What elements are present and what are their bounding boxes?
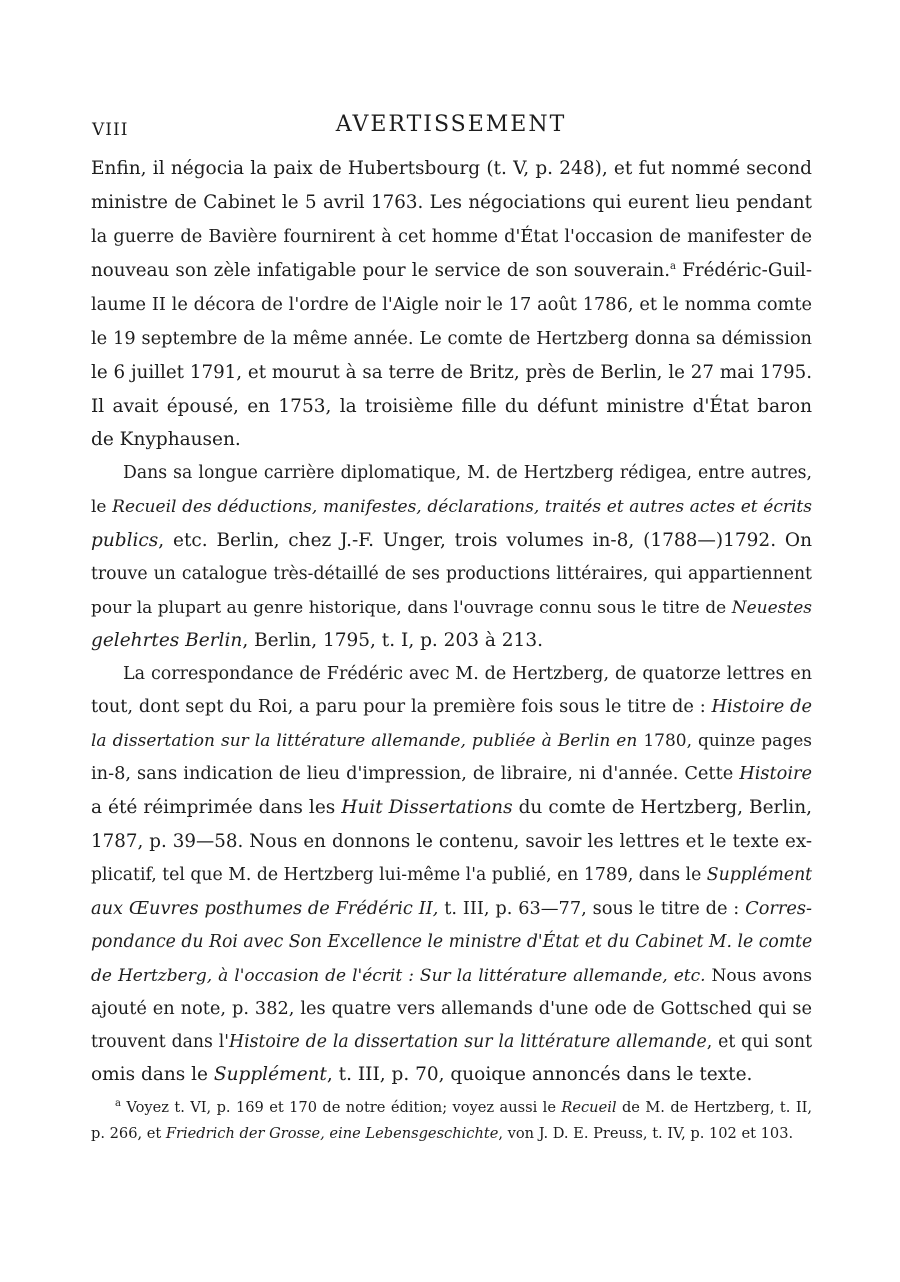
text-segment: La correspondance de Frédéric avec M. de Hertzberg, de quatorze lettres en xyxy=(123,664,812,684)
text-segment: Il avait épousé, en 1753, la troisième fille du défunt ministre d'État baron xyxy=(91,396,812,417)
text-segment: 1787, p. 39—58. Nous en donnons le contenu, savoir les lettres et le texte ex- xyxy=(91,831,812,852)
italic-text: Recueil xyxy=(561,1099,617,1116)
text-line xyxy=(91,292,812,318)
text-segment: ajouté en note, p. 382, les quatre vers allemands d'une ode de Gottsched qui se xyxy=(91,999,812,1019)
text-segment: tout, dont sept du Roi, a paru pour la première fois sous le titre de : xyxy=(91,697,712,717)
text-segment: Voyez t. VI, p. 169 et 170 de notre édition; voyez aussi le xyxy=(120,1099,562,1116)
text-segment: le 6 juillet 1791, et mourut à sa terre de Britz, près de Berlin, le 27 mai 1795. xyxy=(91,362,812,383)
text-line xyxy=(91,561,812,587)
text-segment: plicatif, tel que M. de Hertzberg lui-même l'a publié, en 1789, dans le xyxy=(91,865,707,885)
text-segment: de M. de Hertzberg, t. II, xyxy=(616,1099,812,1116)
text-segment: t. III, p. 63—77, sous le titre de : xyxy=(438,899,746,919)
text-line xyxy=(91,896,812,922)
text-segment: , t. III, p. 70, quoique annoncés dans le texte. xyxy=(326,1064,753,1085)
text-segment: de Knyphausen. xyxy=(91,429,241,450)
footnote-marker: a xyxy=(115,1098,121,1110)
text-segment: trouve un catalogue très-détaillé de ses productions littéraires, qui appartiennent xyxy=(91,564,812,584)
text-segment: le xyxy=(91,497,113,517)
text-segment: in-8, sans indication de lieu d'impression, de libraire, ni d'année. Cette xyxy=(91,764,740,784)
text-line xyxy=(91,795,812,821)
text-segment: p. 266, et xyxy=(91,1125,166,1142)
text-line xyxy=(91,963,812,989)
italic-text: Supplément xyxy=(213,1064,327,1085)
text-line xyxy=(91,694,812,720)
text-line xyxy=(91,761,812,787)
text-segment: omis dans le xyxy=(91,1064,214,1085)
footnote-line xyxy=(115,1097,812,1119)
text-line xyxy=(91,394,812,420)
italic-text: Friedrich der Grosse, eine Lebensgeschichte xyxy=(165,1125,499,1142)
text-line xyxy=(91,528,812,554)
text-line xyxy=(91,829,812,855)
italic-text: Neuestes xyxy=(731,598,812,618)
running-title: AVERTISSEMENT xyxy=(335,112,567,137)
italic-text: publics xyxy=(91,530,159,551)
page-header xyxy=(90,112,812,144)
italic-text: de Hertzberg, à l'occasion de l'écrit : Sur la littérature allemande, etc. xyxy=(91,966,706,986)
text-segment: , Berlin, 1795, t. I, p. 203 à 213. xyxy=(242,630,543,651)
text-segment: , etc. Berlin, chez J.-F. Unger, trois volumes in-8, (1788—)1792. On xyxy=(158,530,812,551)
footnote-marker: a xyxy=(670,260,677,272)
italic-text: aux Œuvres posthumes de Frédéric II, xyxy=(91,899,439,919)
text-line xyxy=(123,460,812,486)
footnote-line xyxy=(91,1123,812,1145)
text-segment: , von J. D. E. Preuss, t. IV, p. 102 et 103. xyxy=(498,1125,794,1142)
italic-text: la dissertation sur la littérature allemande, publiée à Berlin en xyxy=(91,731,638,751)
text-line xyxy=(91,728,812,754)
italic-text: Histoire de la dissertation sur la littérature allemande xyxy=(229,1032,707,1052)
text-segment: ministre de Cabinet le 5 avril 1763. Les négociations qui eurent lieu pendant xyxy=(91,192,812,213)
text-segment: , et qui sont xyxy=(706,1032,813,1052)
text-line xyxy=(91,258,812,284)
text-segment: Frédéric-Guil- xyxy=(676,260,812,281)
text-line xyxy=(91,1062,812,1088)
text-segment: le 19 septembre de la même année. Le comte de Hertzberg donna sa démission xyxy=(91,329,812,349)
text-segment: Nous avons xyxy=(705,966,812,986)
text-line xyxy=(91,996,812,1022)
text-line xyxy=(91,326,812,352)
text-segment: la guerre de Bavière fournirent à cet homme d'État l'occasion de manifester de xyxy=(91,227,812,247)
text-segment: pour la plupart au genre historique, dans l'ouvrage connu sous le titre de xyxy=(91,598,732,618)
text-segment: laume II le décora de l'ordre de l'Aigle noir le 17 août 1786, et le nomma comte xyxy=(91,295,812,315)
text-segment: nouveau son zèle infatigable pour le service de son souverain. xyxy=(91,260,671,281)
italic-text: Recueil des déductions, manifestes, déclarations, traités et autres actes et écrits xyxy=(112,497,812,517)
italic-text: Huit Dissertations xyxy=(341,797,513,818)
text-line xyxy=(91,862,812,888)
italic-text: gelehrtes Berlin xyxy=(91,630,243,651)
text-line xyxy=(123,661,812,687)
text-line xyxy=(91,360,812,386)
text-line xyxy=(91,1029,812,1055)
text-line xyxy=(91,190,812,216)
text-line xyxy=(91,156,812,182)
text-line xyxy=(91,929,812,955)
text-segment: du comte de Hertzberg, Berlin, xyxy=(512,797,813,818)
italic-text: Histoire xyxy=(739,764,812,784)
text-line xyxy=(91,427,812,453)
italic-text: pondance du Roi avec Son Excellence le ministre d'État et du Cabinet M. le comte xyxy=(91,932,813,952)
text-segment: Enfin, il négocia la paix de Hubertsbourg (t. V, p. 248), et fut nommé second xyxy=(91,158,812,179)
text-line xyxy=(91,494,812,520)
italic-text: Histoire de xyxy=(711,697,812,717)
text-segment: trouvent dans l' xyxy=(91,1032,230,1052)
italic-text: Corres- xyxy=(745,899,812,919)
italic-text: Supplément xyxy=(706,865,813,885)
text-line xyxy=(91,224,812,250)
text-line xyxy=(91,595,812,621)
text-segment: Dans sa longue carrière diplomatique, M. de Hertzberg rédigea, entre autres, xyxy=(123,463,812,483)
page-number: VIII xyxy=(92,120,129,140)
text-segment: a été réimprimée dans les xyxy=(91,797,342,818)
text-segment: 1780, quinze pages xyxy=(637,731,812,751)
text-line xyxy=(91,628,812,654)
